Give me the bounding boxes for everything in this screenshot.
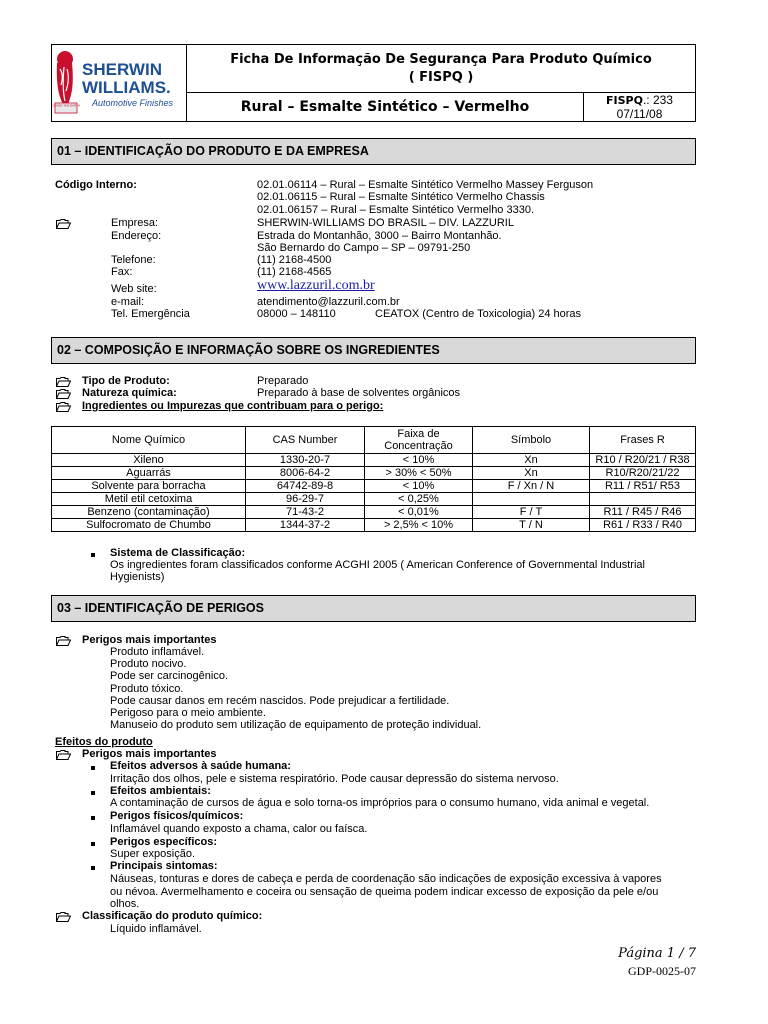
folder-icon [56,389,71,399]
codigo-3: 02.01.06157 – Rural – Esmalte Sintético Vermelho 3330. [257,204,535,216]
table-cell: R10 / R20/21 / R38 [590,454,696,467]
ingredients-table [51,426,696,532]
document-header [51,44,696,122]
emergencia-info: CEATOX (Centro de Toxicologia) 24 horas [375,308,582,320]
perigo-item: Produto nocivo. [110,658,187,671]
page-number: Página 1 / 7 [618,946,696,961]
sherwin-williams-logo [52,45,187,121]
table-cell: F / T [473,506,590,519]
table-row [52,454,696,467]
table-cell: 8006-64-2 [246,467,365,480]
section-3-header: 03 – IDENTIFICAÇÃO DE PERIGOS [51,595,696,622]
table-cell: Aguarrás [52,467,246,480]
table-row [52,493,696,506]
table-cell: > 2,5% < 10% [365,519,473,532]
fax-label: Fax: [111,266,133,278]
codigo-2: 02.01.06115 – Rural – Esmalte Sintético Vermelho Chassis [257,191,545,203]
col-frases: Frases R [590,427,696,454]
col-simbolo: Símbolo [473,427,590,454]
product-name: Rural – Esmalte Sintético – Vermelho [187,93,584,121]
sistema-text2: Hygienists) [110,571,165,583]
endereco-line2: São Bernardo do Campo – SP – 09791-250 [257,242,471,254]
perigo-item: Produto inflamável. [110,646,205,658]
title-line1: Ficha De Informação De Segurança Para Produto Químico [230,52,652,67]
table-cell: Xileno [52,454,246,467]
table-cell: T / N [473,519,590,532]
sintomas-text2: ou névoa. Avermelhamento e coceira ou sensação de queima podem indicar excesso de exposição da pele e/ou [110,886,659,898]
empresa-label: Empresa: [111,217,159,229]
table-cell: 64742-89-8 [246,480,365,493]
fisicos-label: Perigos físicos/químicos: [110,810,244,822]
bullet-icon [91,791,95,795]
emergencia-value: 08000 – 148110 [257,308,336,320]
email-value: atendimento@lazzuril.com.br [257,296,400,308]
natureza-value: Preparado à base de solventes orgânicos [257,387,461,399]
telefone-value: (11) 2168-4500 [257,254,332,266]
efeitos-title: Efeitos do produto [55,736,153,748]
bullet-icon [91,842,95,846]
sistema-label: Sistema de Classificação: [110,547,246,559]
sintomas-text3: olhos. [110,898,140,910]
bullet-icon [91,816,95,820]
perigo-item: Manuseio do produto sem utilização de equipamento de proteção individual. [110,719,482,732]
bullet-icon [91,766,95,770]
table-cell: F / Xn / N [473,480,590,493]
table-row [52,480,696,493]
table-cell: Sulfocromato de Chumbo [52,519,246,532]
table-cell: 1330-20-7 [246,454,365,467]
table-cell: R10/R20/21/22 [590,467,696,480]
table-row [52,467,696,480]
email-label: e-mail: [111,296,145,308]
folder-icon [56,636,71,646]
perigos-label-2: Perigos mais importantes [82,748,217,760]
sintomas-label: Principais sintomas: [110,860,218,872]
natureza-label: Natureza química: [82,387,177,399]
perigo-item: Pode ser carcinogênico. [110,670,229,683]
table-cell: Benzeno (contaminação) [52,506,246,519]
logo-graphic [52,45,186,121]
ambientais-label: Efeitos ambientais: [110,785,211,797]
table-header-row [52,427,696,454]
emergencia-label: Tel. Emergência [111,308,190,320]
logo-line3: Automotive Finishes [92,98,174,108]
telefone-label: Telefone: [111,254,156,266]
table-cell: Solvente para borracha [52,480,246,493]
fispq-date: 07/11/08 [616,107,663,121]
folder-icon [56,219,71,229]
perigo-item: Pode causar danos em recém nascidos. Pode prejudicar a fertilidade. [110,694,450,707]
folder-icon [56,912,71,922]
col-cas: CAS Number [246,427,365,454]
col-faixa: Faixa de Concentração [365,427,473,454]
empresa-value: SHERWIN-WILLIAMS DO BRASIL – DIV. LAZZURIL [257,217,514,229]
logo-line2: WILLIAMS. [82,78,171,97]
endereco-label: Endereço: [111,230,162,242]
bullet-icon [91,553,95,557]
table-row [52,519,696,532]
endereco-line1: Estrada do Montanhão, 3000 – Bairro Montanhão. [257,230,502,242]
ambientais-text: A contaminação de cursos de água e solo torna-os impróprios para o consumo humano, vida animal e vegetal. [110,797,650,809]
perigos-label: Perigos mais importantes [82,634,217,646]
especificos-text: Super exposição. [110,848,195,860]
table-cell: 1344-37-2 [246,519,365,532]
fax-value: (11) 2168-4565 [257,266,332,278]
folder-icon [56,750,71,760]
title-line2: ( FISPQ ) [408,70,474,85]
perigo-item: Perigoso para o meio ambiente. [110,707,266,719]
table-cell: < 0,25% [365,493,473,506]
adversos-label: Efeitos adversos à saúde humana: [110,760,291,772]
logo-badge: COVER THE EARTH [52,103,81,108]
table-cell: R11 / R51/ R53 [590,480,696,493]
codigo-label: Código Interno: [55,179,137,191]
especificos-label: Perigos específicos: [110,836,217,848]
classificacao-label: Classificação do produto químico: [82,910,263,922]
document-title [187,45,695,93]
col-nome: Nome Químico [52,427,246,454]
ingredientes-label: Ingredientes ou Impurezas que contribuam para o perigo: [82,400,384,412]
table-cell: 71-43-2 [246,506,365,519]
section-2-header: 02 – COMPOSIÇÃO E INFORMAÇÃO SOBRE OS INGREDIENTES [51,337,696,364]
table-cell: < 10% [365,480,473,493]
website-label: Web site: [111,283,157,295]
table-cell: > 30% < 50% [365,467,473,480]
sistema-text1: Os ingredientes foram classificados conforme ACGHI 2005 ( American Conference of Governmental Industrial [110,559,645,571]
table-cell: Xn [473,454,590,467]
table-cell: R11 / R45 / R46 [590,506,696,519]
table-cell: 96-29-7 [246,493,365,506]
tipo-value: Preparado [257,375,309,387]
table-cell [590,493,696,506]
sintomas-text1: Náuseas, tonturas e dores de cabeça e perda de coordenação são indicações de exposição excessiva à vapores [110,873,662,885]
folder-icon [56,402,71,412]
folder-icon [56,377,71,387]
fispq-label: FISPQ [606,94,643,107]
classificacao-text: Líquido inflamável. [110,923,202,935]
table-cell: < 0,01% [365,506,473,519]
table-cell: R61 / R33 / R40 [590,519,696,532]
codigo-1: 02.01.06114 – Rural – Esmalte Sintético Vermelho Massey Ferguson [257,179,594,191]
fispq-box [584,93,695,122]
logo-line1: SHERWIN [82,60,162,79]
table-cell: < 10% [365,454,473,467]
website-link[interactable]: www.lazzuril.com.br [257,278,375,293]
table-cell: Metil etil cetoxima [52,493,246,506]
bullet-icon [91,866,95,870]
table-cell: Xn [473,467,590,480]
fispq-number: .: 233 [642,93,673,107]
section-1-header: 01 – IDENTIFICAÇÃO DO PRODUTO E DA EMPRESA [51,138,696,165]
document-code: GDP-0025-07 [628,964,696,978]
table-row [52,506,696,519]
adversos-text: Irritação dos olhos, pele e sistema respiratório. Pode causar depressão do sistema nervoso. [110,773,559,785]
table-cell [473,493,590,506]
perigo-item: Produto tóxico. [110,682,184,695]
tipo-label: Tipo de Produto: [82,375,170,387]
fisicos-text: Inflamável quando exposto a chama, calor ou faísca. [110,823,368,835]
